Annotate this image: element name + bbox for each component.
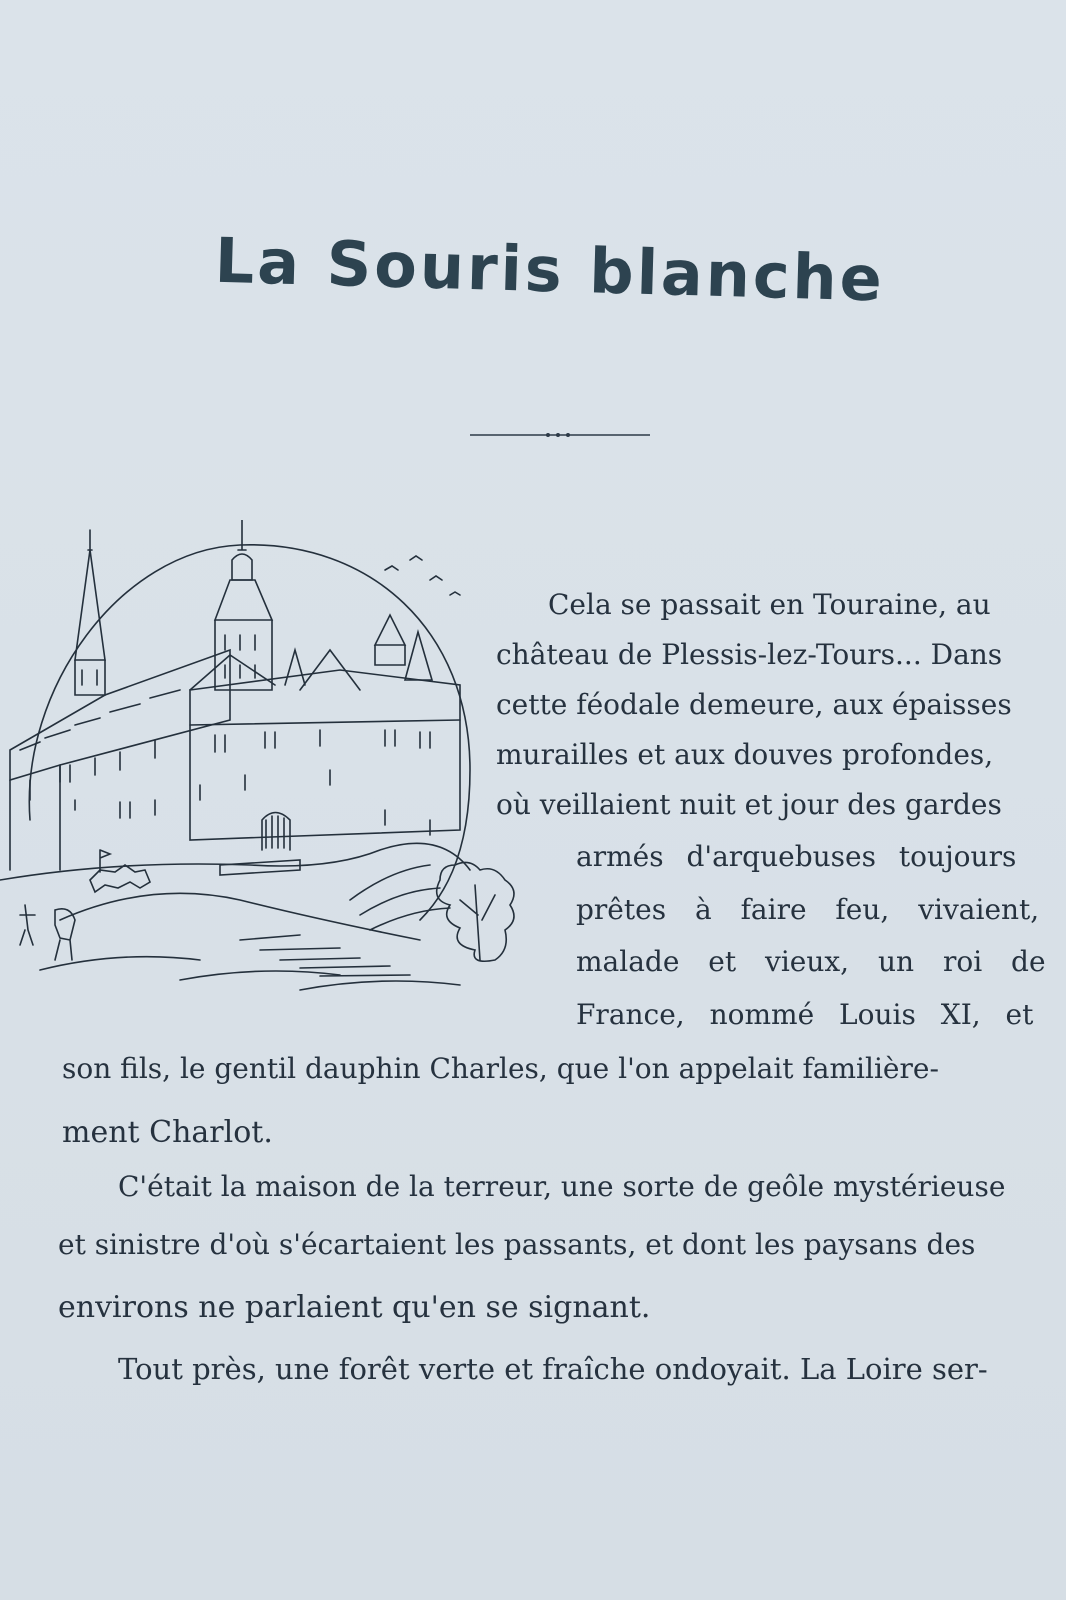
text-line: ment Charlot. bbox=[62, 1115, 273, 1150]
text-line: et sinistre d'où s'écartaient les passants, et dont les paysans des bbox=[58, 1228, 976, 1261]
text-line: armés d'arquebuses toujours bbox=[576, 840, 1017, 873]
text-line: son fils, le gentil dauphin Charles, que l'on appelait familière- bbox=[62, 1052, 939, 1085]
text-line: C'était la maison de la terreur, une sorte de geôle mystérieuse bbox=[118, 1170, 1006, 1203]
text-line: France, nommé Louis XI, et bbox=[576, 998, 1034, 1031]
title-ornament-divider bbox=[470, 428, 650, 442]
text-line: murailles et aux douves profondes, bbox=[496, 738, 994, 771]
castle-illustration bbox=[0, 520, 540, 1020]
chapter-title: La Souris blanche bbox=[213, 223, 886, 316]
text-line: prêtes à faire feu, vivaient, bbox=[576, 893, 1040, 926]
text-line: Tout près, une forêt verte et fraîche ondoyait. La Loire ser- bbox=[118, 1352, 988, 1386]
text-line: cette féodale demeure, aux épaisses bbox=[496, 688, 1012, 721]
text-line: où veillaient nuit et jour des gardes bbox=[496, 788, 1002, 821]
text-line: château de Plessis-lez-Tours... Dans bbox=[496, 638, 1003, 671]
text-line: Cela se passait en Touraine, au bbox=[548, 588, 991, 621]
text-line: malade et vieux, un roi de bbox=[576, 945, 1046, 978]
text-line: environs ne parlaient qu'en se signant. bbox=[58, 1290, 651, 1325]
